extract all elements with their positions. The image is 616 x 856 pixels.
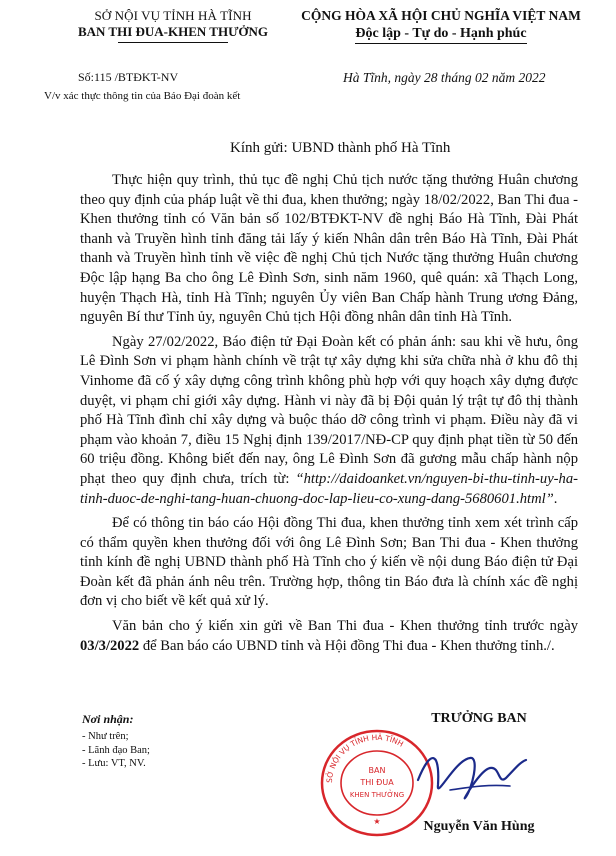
paragraph-3: Để có thông tin báo cáo Hội đồng Thi đua, khen thưởng tỉnh xem xét trình cấp có thẩm quyền khen thưởng đối với ông Lê Đình Sơn; Ban Thi đua - Khen thưởng tỉnh kính đề nghị UBND thành phố Hà Tĩnh cho ý kiến về nội dung Báo điện tử Đại Đoàn kết đã phản ánh nêu trên. Trường hợp, thông tin Báo đưa là chính xác đề nghị đơn vị cho biết về kết quả xử lý.	[80, 515, 578, 610]
seal-line-3: KHEN THƯỞNG	[349, 791, 405, 799]
signer-title: TRƯỞNG BAN	[431, 711, 527, 726]
document-subject: V/v xác thực thông tin của Báo Đại đoàn kết	[44, 90, 241, 102]
recipients-title: Nơi nhận:	[82, 712, 134, 726]
greeting: Kính gửi: UBND thành phố Hà Tĩnh	[230, 140, 451, 156]
recipients-list	[82, 730, 150, 771]
nation-line-1: CỘNG HÒA XÃ HỘI CHỦ NGHĨA VIỆT NAM	[301, 8, 581, 23]
recipient-item: - Lãnh đạo Ban;	[82, 744, 150, 756]
document-date: Hà Tĩnh, ngày 28 tháng 02 năm 2022	[343, 70, 546, 85]
paragraph-2	[80, 333, 578, 509]
paragraph-2-text: Ngày 27/02/2022, Báo điện tử Đại Đoàn kết có phản ánh: sau khi về hưu, ông Lê Đình Sơn vi phạm hành chính về trật tự xây dựng khi sửa chữa nhà ở khu đô thị Vinhome đã cố ý xây dựng công trình không phù hợp với quy hoạch xây dựng được duyệt, vi phạm chỉ giới xây dựng. Hành vi này đã bị Đội quản lý trật tự đô thị thành phố Hà Tĩnh đình chỉ xây dựng và buộc tháo dỡ công trình vi phạm. Điều này đã vi phạm vào khoản 7, điều 15 Nghị định 139/2017/NĐ-CP quy định phạt tiền từ 50 đến 60 triệu đồng. Không biết đến nay, ông Lê Đình Sơn đã gương mẫu chấp hành nộp phạt theo quy định chưa, trích từ:	[80, 333, 578, 487]
document-body	[80, 171, 578, 661]
paragraph-4	[80, 617, 578, 656]
nation-line-2: Độc lập - Tự do - Hạnh phúc	[355, 26, 526, 44]
org-line-2: BAN THI ĐUA-KHEN THƯỞNG	[77, 24, 269, 39]
source-url: “http://daidoanket.vn/nguyen-bi-thu-tinh-uy-ha-tinh-duoc-de-nghi-tang-huan-chuong-doc-lap-lieu-co-xung-dang-5680601.html”	[80, 470, 578, 507]
paragraph-2-end: .	[553, 490, 558, 507]
seal-line-2: THI ĐUA	[360, 778, 394, 787]
org-underline	[118, 42, 228, 43]
seal-line-1: BAN	[368, 766, 386, 775]
seal-outer-text	[324, 733, 405, 783]
handwritten-signature	[410, 740, 530, 810]
recipient-item: - Lưu: VT, NV.	[82, 758, 146, 769]
national-motto	[276, 8, 606, 44]
document-number: Số:115 /BTĐKT-NV	[78, 70, 179, 84]
issuing-org	[48, 8, 298, 43]
recipient-item: - Như trên;	[82, 731, 129, 742]
seal-star: ★	[373, 817, 381, 826]
paragraph-4-b: để Ban báo cáo UBND tỉnh và Hội đồng Thi đua - Khen thưởng tỉnh./.	[139, 637, 555, 654]
paragraph-1: Thực hiện quy trình, thủ tục đề nghị Chủ tịch nước tặng thưởng Huân chương theo quy định của pháp luật về thi đua, khen thưởng; ngày 18/02/2022, Ban Thi đua - Khen thưởng tỉnh có Văn bản số 102/BTĐKT-NV đề nghị Báo Hà Tĩnh, Đài Phát thanh và Truyền hình tỉnh đăng tải lấy ý kiến Nhân dân trên Báo Hà Tĩnh, Đài Phát thanh và Truyền hình tỉnh về việc đề nghị Chủ tịch Nước tặng thưởng Huân chương Độc lập hạng Ba cho ông Lê Đình Sơn, sinh năm 1960, quê quán: xã Thạch Long, huyện Thạch Hà, tỉnh Hà Tĩnh; nguyên Ủy viên Ban Chấp hành Trung ương Đảng, nguyên Bí thư Tỉnh ủy, nguyên Chủ tịch Hội đồng nhân dân tỉnh Hà Tĩnh.	[80, 172, 578, 326]
signer-name: Nguyễn Văn Hùng	[423, 819, 535, 834]
org-line-1: SỞ NỘI VỤ TỈNH HÀ TĨNH	[94, 8, 252, 23]
paragraph-4-a: Văn bản cho ý kiến xin gửi về Ban Thi đua - Khen thưởng tỉnh trước ngày	[112, 618, 578, 635]
deadline-date: 03/3/2022	[80, 637, 140, 654]
seal-outer-textpath: SỞ NỘI VỤ TỈNH HÀ TĨNH	[324, 732, 405, 784]
